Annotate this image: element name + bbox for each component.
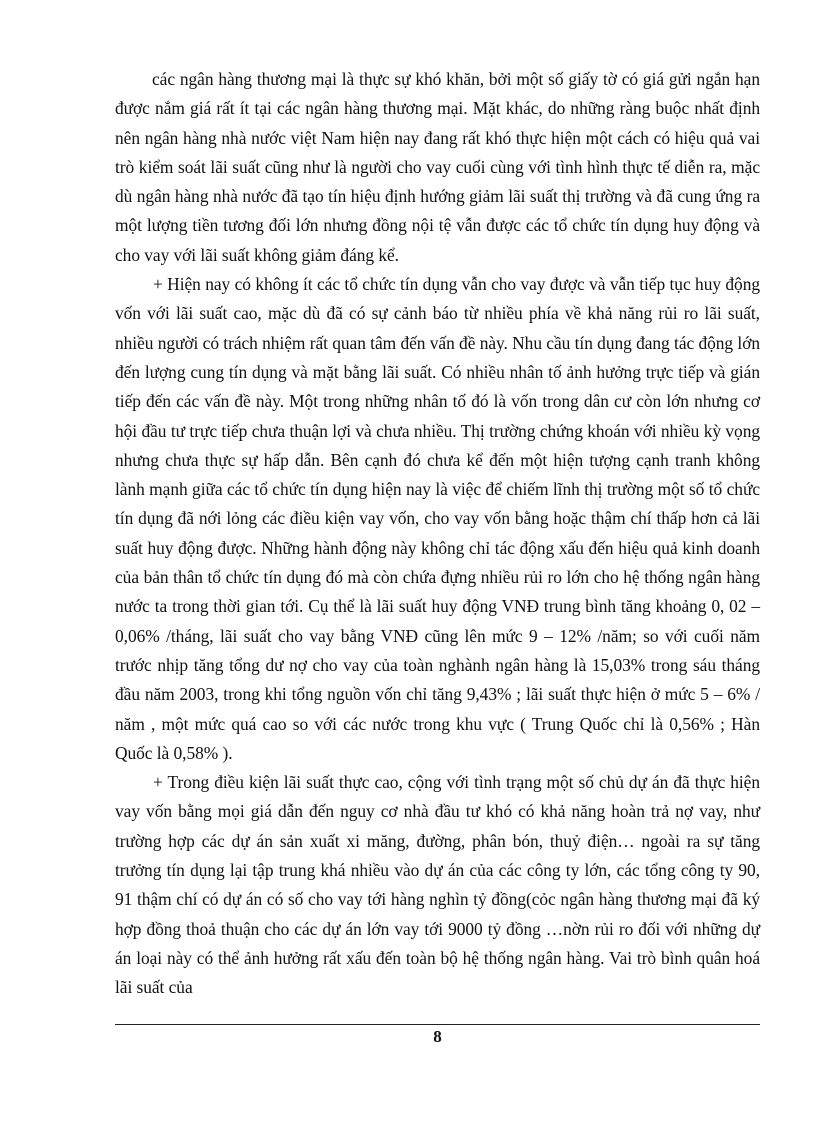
document-body (115, 65, 760, 1023)
body-paragraph-1: các ngân hàng thương mại là thực sự khó khăn, bởi một số giấy tờ có giá gửi ngắn hạn được nắm giá rất ít tại các ngân hàng thương mại. Mặt khác, do những ràng buộc nhất định nên ngân hàng nhà nước việt Nam hiện nay đang rất khó thực hiện một cách có hiệu quả vai trò kiểm soát lãi suất cũng như là người cho vay cuối cùng với tình hình thực tế diễn ra, mặc dù ngân hàng nhà nước đã tạo tín hiệu định hướng giảm lãi suất thị trường và đã cung ứng ra một lượng tiền tương đối lớn nhưng đồng nội tệ vẫn được các tổ chức tín dụng huy động và cho vay với lãi suất không giảm đáng kể. (115, 69, 760, 265)
body-paragraph-2: + Hiện nay có không ít các tổ chức tín dụng vẫn cho vay được và vẫn tiếp tục huy động vốn với lãi suất cao, mặc dù đã có sự cảnh báo từ nhiều phía về khả năng rủi ro lãi suất, nhiều người có trách nhiệm rất quan tâm đến vấn đề này. Nhu cầu tín dụng đang tác động lớn đến lượng cung tín dụng và mặt bằng lãi suất. Có nhiều nhân tố ảnh hưởng trực tiếp và gián tiếp đến các vấn đề này. Một trong những nhân tố đó là vốn trong dân cư còn lớn nhưng cơ hội đầu tư trực tiếp chưa thuận lợi và chưa nhiều. Thị trường chứng khoán với nhiều kỳ vọng nhưng chưa thực sự hấp dẫn. Bên cạnh đó chưa kể đến một hiện tượng cạnh tranh không lành mạnh giữa các tổ chức tín dụng hiện nay là việc để chiếm lĩnh thị trường một số tổ chức tín dụng đã nới lỏng các điều kiện vay vốn, cho vay vốn bằng hoặc thậm chí thấp hơn cả lãi suất huy động được. Những hành động này không chỉ tác động xấu đến hiệu quả kinh doanh của bản thân tổ chức tín dụng đó mà còn chứa đựng nhiều rủi ro lớn cho hệ thống ngân hàng nước ta trong thời gian tới. Cụ thể là lãi suất huy động VNĐ trung bình tăng khoảng 0, 02 – 0,06% /tháng, lãi suất cho vay bằng VNĐ cũng lên mức 9 – 12% /năm; so với cuối năm trước nhịp tăng tổng dư nợ cho vay của toàn nghành ngân hàng là 15,03% trong sáu tháng đầu năm 2003, trong khi tổng nguồn vốn chỉ tăng 9,43% ; lãi suất thực hiện ở mức 5 – 6% / năm , một mức quá cao so với các nước trong khu vực ( Trung Quốc chỉ là 0,56% ; Hàn Quốc là 0,58% ). (115, 274, 760, 763)
footer-divider (115, 1024, 760, 1025)
page-number: 8 (433, 1027, 442, 1046)
body-paragraph-3: + Trong điều kiện lãi suất thực cao, cộng với tình trạng một số chủ dự án đã thực hiện vay vốn bằng mọi giá dẫn đến nguy cơ nhà đầu tư khó có khả năng hoàn trả nợ vay, như trường hợp các dự án sản xuất xi măng, đường, phân bón, thuỷ điện… ngoài ra sự tăng trưởng tín dụng lại tập trung khá nhiều vào dự án của các công ty lớn, các tổng công ty 90, 91 thậm chí có dự án có số cho vay tới hàng nghìn tỷ đồng(cỏc ngân hàng thương mại đã ký hợp đồng thoả thuận cho các dự án lớn vay tới 9000 tỷ đồng …nờn rủi ro đối với những dự án loại này có thể ảnh hưởng rất xấu đến toàn bộ hệ thống ngân hàng. Vai trò bình quân hoá lãi suất của (115, 772, 760, 998)
